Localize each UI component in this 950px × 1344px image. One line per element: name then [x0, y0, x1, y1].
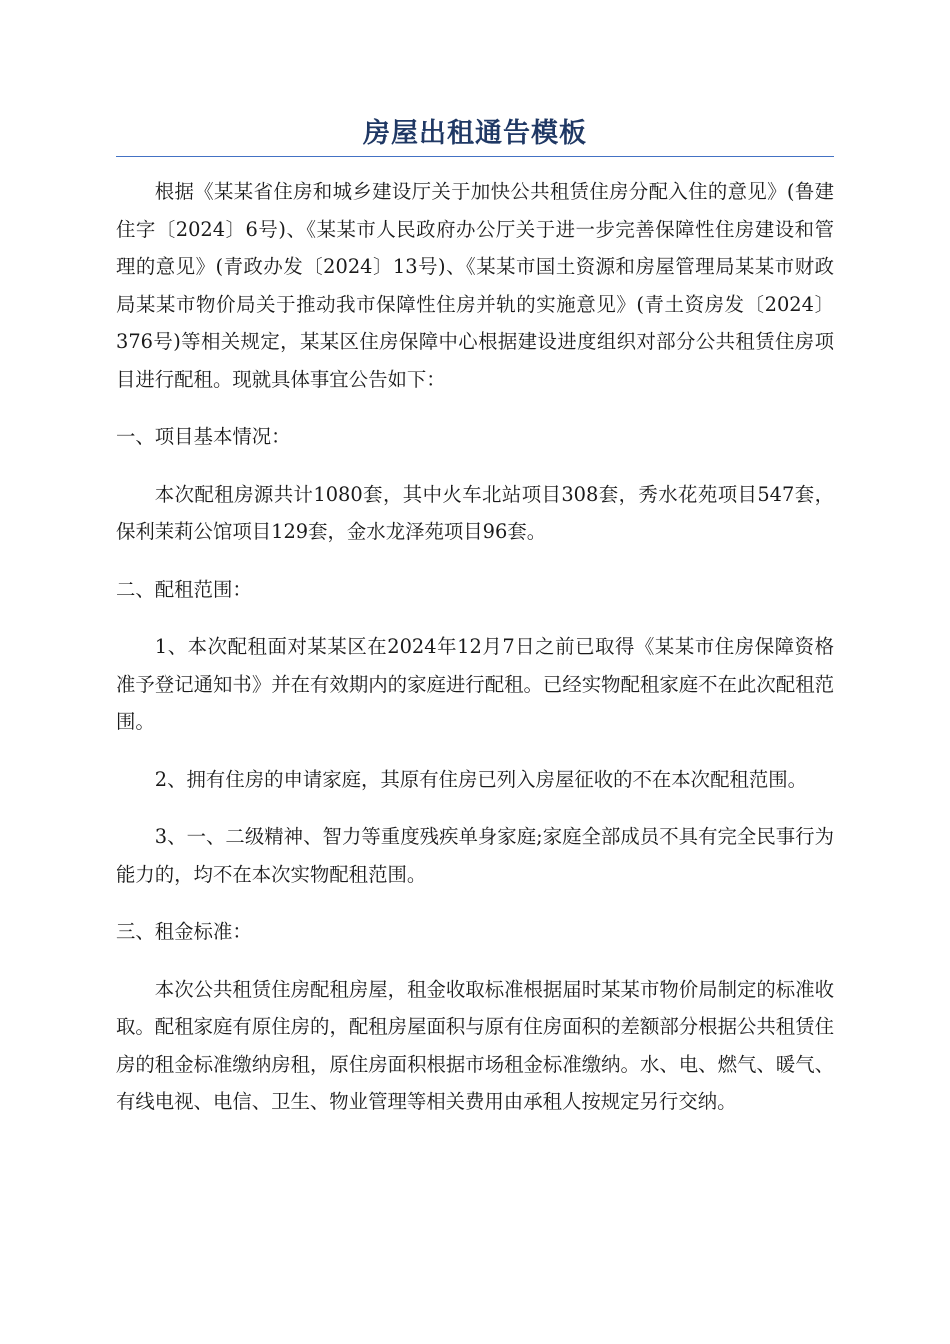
project-info-paragraph: 本次配租房源共计1080套，其中火车北站项目308套，秀水花苑项目547套，保利茉莉公馆项目129套，金水龙泽苑项目96套。 [116, 482, 834, 543]
intro-paragraph: 根据《某某省住房和城乡建设厅关于加快公共租赁住房分配入住的意见》(鲁建住字〔2024〕6号)、《某某市人民政府办公厅关于进一步完善保障性住房建设和管理的意见》(青政办发〔2024〕13号)、《某某市国土资源和房屋管理局某某市财政局某某市物价局关于推动我市保障性住房并轨的实施意见》(青土资房发〔2024〕376号)等相关规定，某某区住房保障中心根据建设进度组织对部分公共租赁住房项目进行配租。现就具体事宜公告如下： [116, 180, 834, 391]
document-page [116, 112, 834, 1141]
scope-item-1: 1、本次配租面对某某区在2024年12月7日之前已取得《某某市住房保障资格准予登记通知书》并在有效期内的家庭进行配租。已经实物配租家庭不在此次配租范围。 [116, 635, 834, 733]
rent-standard-paragraph: 本次公共租赁住房配租房屋，租金收取标准根据届时某某市物价局制定的标准收取。配租家庭有原住房的，配租房屋面积与原有住房面积的差额部分根据公共租赁住房的租金标准缴纳房租，原住房面积根据市场租金标准缴纳。水、电、燃气、暖气、有线电视、电信、卫生、物业管理等相关费用由承租人按规定另行交纳。 [116, 977, 834, 1113]
section-heading-rent: 三、租金标准： [116, 920, 252, 943]
scope-item-3: 3、一、二级精神、智力等重度残疾单身家庭;家庭全部成员不具有完全民事行为能力的，均不在本次实物配租范围。 [116, 825, 834, 886]
document-title: 房屋出租通告模板 [363, 118, 587, 149]
scope-item-2: 2、拥有住房的申请家庭，其原有住房已列入房屋征收的不在本次配租范围。 [154, 767, 808, 791]
title-underline [116, 156, 834, 157]
section-heading-scope: 二、配租范围： [116, 577, 252, 601]
section-heading-project-info: 一、项目基本情况： [116, 425, 291, 448]
